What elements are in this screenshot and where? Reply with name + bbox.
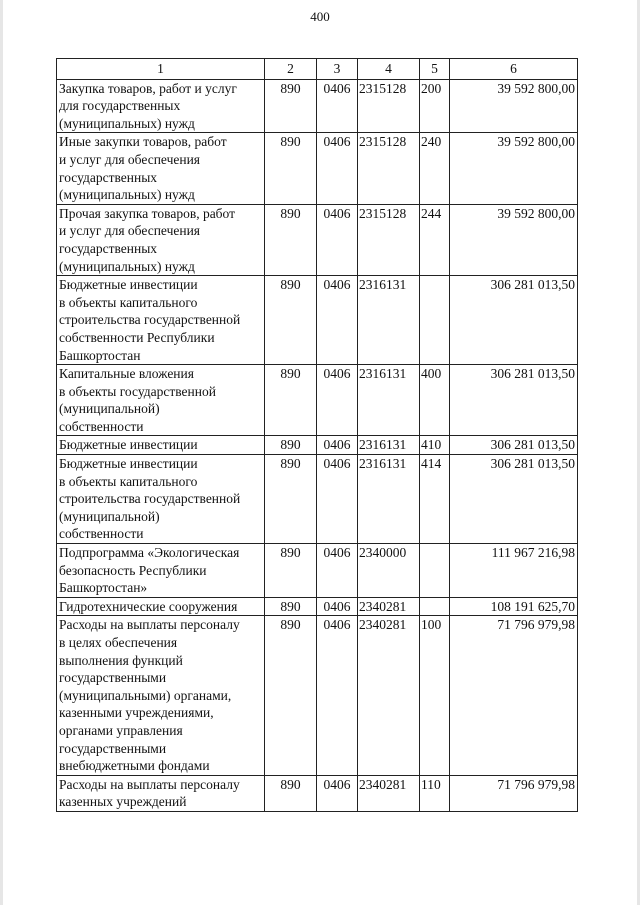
ministry-code-cell: 890: [265, 616, 317, 775]
ministry-code-cell: 890: [265, 204, 317, 275]
page-edge-left: [0, 0, 3, 905]
header-cell: 3: [317, 59, 358, 80]
table-row: [57, 455, 578, 544]
expense-type-cell: 100: [420, 616, 450, 775]
target-article-cell: 2340281: [358, 597, 420, 616]
expense-type-cell: [420, 597, 450, 616]
item-name-cell: Бюджетные инвестиции в объекты капитального строительства государственной (муниципальной) собственности: [57, 455, 265, 544]
item-name-cell: Гидротехнические сооружения: [57, 597, 265, 616]
section-code-cell: 0406: [317, 133, 358, 204]
item-name-cell: Капитальные вложения в объекты государственной (муниципальной) собственности: [57, 365, 265, 436]
target-article-cell: 2315128: [358, 204, 420, 275]
amount-cell: 306 281 013,50: [450, 276, 578, 365]
page-number: 400: [310, 9, 330, 24]
ministry-code-cell: 890: [265, 775, 317, 811]
amount-cell: 111 967 216,98: [450, 544, 578, 598]
section-code-cell: 0406: [317, 616, 358, 775]
table-row: [57, 436, 578, 455]
header-cell: 5: [420, 59, 450, 80]
item-name-cell: Прочая закупка товаров, работ и услуг для обеспечения государственных (муниципальных) нужд: [57, 204, 265, 275]
expense-type-cell: 414: [420, 455, 450, 544]
expense-type-cell: 110: [420, 775, 450, 811]
target-article-cell: 2340281: [358, 616, 420, 775]
target-article-cell: 2340281: [358, 775, 420, 811]
amount-cell: 306 281 013,50: [450, 365, 578, 436]
item-name-cell: Расходы на выплаты персоналу в целях обеспечения выполнения функций государственными (муниципальными) органами, казенными учреждениями, органами управления государственными внебюджетными фондами: [57, 616, 265, 775]
header-cell: 1: [57, 59, 265, 80]
item-name-cell: Закупка товаров, работ и услуг для государственных (муниципальных) нужд: [57, 79, 265, 133]
amount-cell: 39 592 800,00: [450, 133, 578, 204]
ministry-code-cell: 890: [265, 544, 317, 598]
budget-table: [56, 58, 578, 812]
section-code-cell: 0406: [317, 436, 358, 455]
amount-cell: 71 796 979,98: [450, 775, 578, 811]
ministry-code-cell: 890: [265, 365, 317, 436]
header-cell: 6: [450, 59, 578, 80]
ministry-code-cell: 890: [265, 79, 317, 133]
ministry-code-cell: 890: [265, 133, 317, 204]
amount-cell: 108 191 625,70: [450, 597, 578, 616]
target-article-cell: 2340000: [358, 544, 420, 598]
table-row: [57, 276, 578, 365]
expense-type-cell: [420, 276, 450, 365]
table-row: [57, 204, 578, 275]
header-cell: 4: [358, 59, 420, 80]
section-code-cell: 0406: [317, 544, 358, 598]
target-article-cell: 2316131: [358, 276, 420, 365]
table-row: [57, 616, 578, 775]
expense-type-cell: 400: [420, 365, 450, 436]
item-name-cell: Бюджетные инвестиции в объекты капитального строительства государственной собственности Республики Башкортостан: [57, 276, 265, 365]
item-name-cell: Иные закупки товаров, работ и услуг для обеспечения государственных (муниципальных) нужд: [57, 133, 265, 204]
table-row: [57, 597, 578, 616]
expense-type-cell: 410: [420, 436, 450, 455]
section-code-cell: 0406: [317, 204, 358, 275]
section-code-cell: 0406: [317, 597, 358, 616]
amount-cell: 306 281 013,50: [450, 455, 578, 544]
table-row: [57, 365, 578, 436]
table-row: [57, 544, 578, 598]
header-cell: 2: [265, 59, 317, 80]
amount-cell: 39 592 800,00: [450, 79, 578, 133]
expense-type-cell: 240: [420, 133, 450, 204]
section-code-cell: 0406: [317, 365, 358, 436]
amount-cell: 71 796 979,98: [450, 616, 578, 775]
target-article-cell: 2315128: [358, 79, 420, 133]
section-code-cell: 0406: [317, 775, 358, 811]
expense-type-cell: [420, 544, 450, 598]
target-article-cell: 2316131: [358, 455, 420, 544]
expense-type-cell: 244: [420, 204, 450, 275]
item-name-cell: Бюджетные инвестиции: [57, 436, 265, 455]
ministry-code-cell: 890: [265, 436, 317, 455]
amount-cell: 39 592 800,00: [450, 204, 578, 275]
table-row: [57, 79, 578, 133]
table-header-row: [57, 59, 578, 80]
target-article-cell: 2316131: [358, 436, 420, 455]
ministry-code-cell: 890: [265, 597, 317, 616]
table-row: [57, 133, 578, 204]
expense-type-cell: 200: [420, 79, 450, 133]
section-code-cell: 0406: [317, 455, 358, 544]
target-article-cell: 2316131: [358, 365, 420, 436]
ministry-code-cell: 890: [265, 455, 317, 544]
table-row: [57, 775, 578, 811]
item-name-cell: Подпрограмма «Экологическая безопасность Республики Башкортостан»: [57, 544, 265, 598]
item-name-cell: Расходы на выплаты персоналу казенных учреждений: [57, 775, 265, 811]
section-code-cell: 0406: [317, 79, 358, 133]
amount-cell: 306 281 013,50: [450, 436, 578, 455]
section-code-cell: 0406: [317, 276, 358, 365]
ministry-code-cell: 890: [265, 276, 317, 365]
target-article-cell: 2315128: [358, 133, 420, 204]
